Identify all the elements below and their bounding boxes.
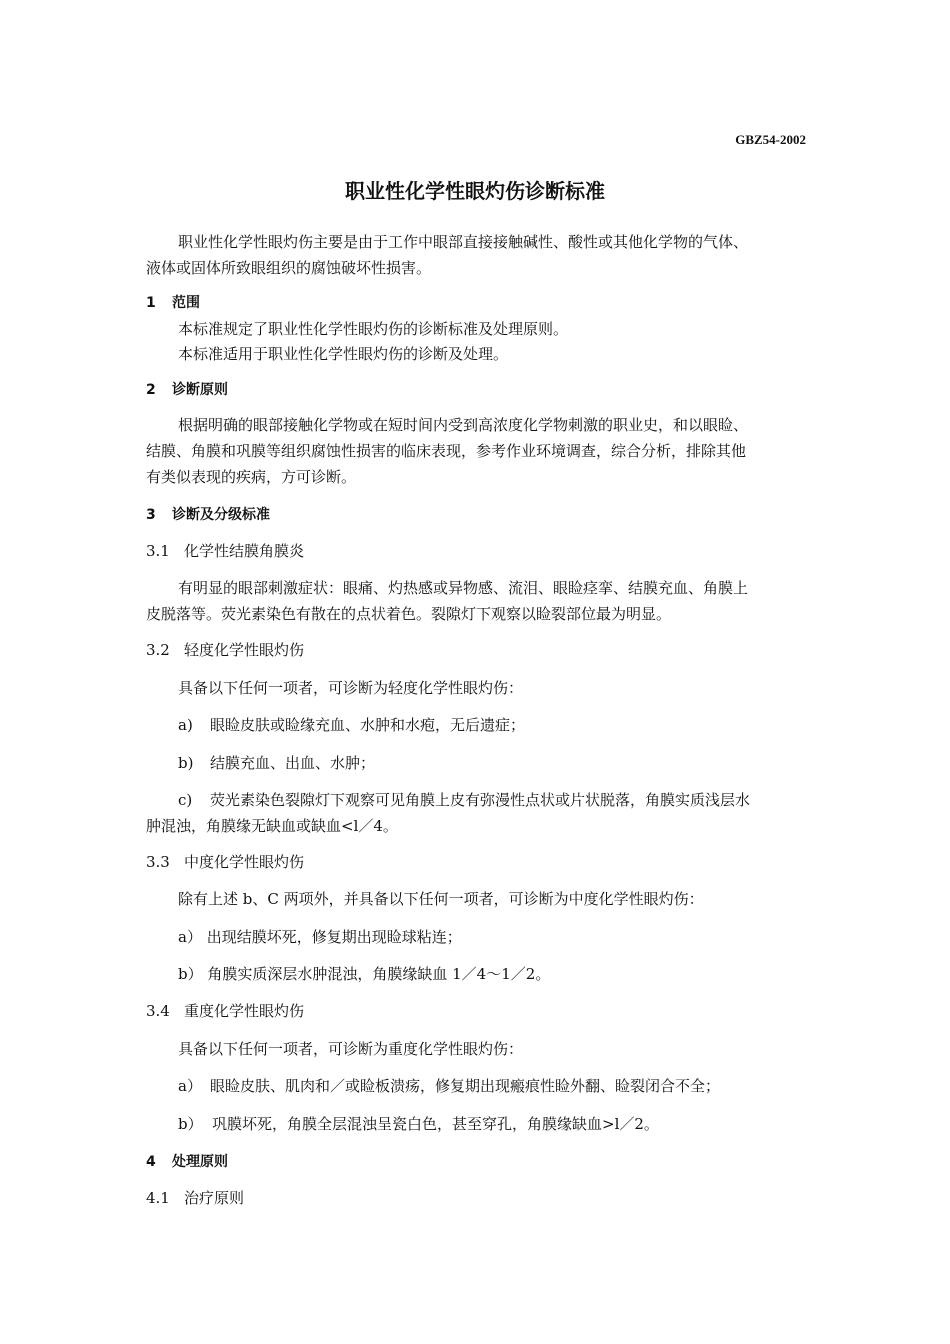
list-marker: b） <box>178 1115 203 1133</box>
section-3-1-line-1: 有明显的眼部刺激症状：眼痛、灼热感或异物感、流泪、眼睑痉挛、结膜充血、角膜上 <box>178 579 749 597</box>
section-3-4-heading <box>146 1001 304 1021</box>
section-number: 4 <box>146 1154 156 1170</box>
section-3-3-lead: 除有上述 b、C 两项外，并具备以下任何一项者，可诊断为中度化学性眼灼伤： <box>178 890 704 908</box>
document-title: 职业性化学性眼灼伤诊断标准 <box>345 179 605 203</box>
section-title: 处理原则 <box>172 1154 228 1170</box>
section-3-4-item-b <box>178 1114 659 1134</box>
subsection-title: 重度化学性眼灼伤 <box>184 1002 305 1020</box>
subsection-number: 3.3 <box>146 853 170 871</box>
section-1-paragraph-2: 本标准适用于职业性化学性眼灼伤的诊断及处理。 <box>178 345 509 363</box>
intro-line-2: 液体或固体所致眼组织的腐蚀破坏性损害。 <box>146 259 432 277</box>
section-2-line-1: 根据明确的眼部接触化学物或在短时间内受到高浓度化学物刺激的职业史，和以眼睑、 <box>178 416 749 434</box>
section-3-3-heading <box>146 852 304 872</box>
section-3-4-lead: 具备以下任何一项者，可诊断为重度化学性眼灼伤： <box>178 1040 524 1058</box>
list-text: 眼睑皮肤或睑缘充血、水肿和水疱，无后遗症； <box>210 716 526 734</box>
section-number: 1 <box>146 295 156 311</box>
subsection-number: 3.4 <box>146 1002 170 1020</box>
section-3-2-item-b <box>178 753 375 773</box>
subsection-number: 3.2 <box>146 641 170 659</box>
section-3-1-line-2: 皮脱落等。荧光素染色有散在的点状着色。裂隙灯下观察以睑裂部位最为明显。 <box>146 605 672 623</box>
subsection-title: 化学性结膜角膜炎 <box>184 542 305 560</box>
section-3-2-item-a <box>178 715 525 735</box>
section-2-heading <box>146 380 228 400</box>
subsection-title: 治疗原则 <box>184 1189 245 1207</box>
list-marker: a） <box>178 1077 202 1095</box>
section-2-line-2: 结膜、角膜和巩膜等组织腐蚀性损害的临床表现，参考作业环境调查，综合分析，排除其他 <box>146 442 747 460</box>
section-title: 诊断原则 <box>172 382 228 398</box>
list-text: 结膜充血、出血、水肿； <box>210 754 376 772</box>
section-3-3-item-a: a） 出现结膜坏死，修复期出现睑球粘连； <box>178 928 462 946</box>
section-title: 范围 <box>172 295 200 311</box>
list-text: 巩膜坏死，角膜全层混浊呈瓷白色，甚至穿孔，角膜缘缺血>l／2。 <box>212 1115 659 1133</box>
section-3-1-heading <box>146 541 304 561</box>
list-marker: c) <box>178 791 193 809</box>
section-4-heading <box>146 1152 228 1172</box>
list-marker: b) <box>178 754 194 772</box>
list-marker: a) <box>178 716 193 734</box>
intro-line-1: 职业性化学性眼灼伤主要是由于工作中眼部直接接触碱性、酸性或其他化学物的气体、 <box>178 233 749 251</box>
section-number: 3 <box>146 507 156 523</box>
section-1-heading <box>146 293 200 313</box>
section-3-2-item-c-line-2: 肿混浊，角膜缘无缺血或缺血<l／4。 <box>146 817 398 835</box>
subsection-number: 4.1 <box>146 1189 170 1207</box>
subsection-title: 轻度化学性眼灼伤 <box>184 641 305 659</box>
section-number: 2 <box>146 382 156 398</box>
section-3-3-item-b: b） 角膜实质深层水肿混浊，角膜缘缺血 1／4～1／2。 <box>178 965 551 983</box>
section-2-line-3: 有类似表现的疾病，方可诊断。 <box>146 468 357 486</box>
subsection-number: 3.1 <box>146 542 170 560</box>
section-title: 诊断及分级标准 <box>172 507 270 523</box>
section-3-heading <box>146 505 270 525</box>
subsection-title: 中度化学性眼灼伤 <box>184 853 305 871</box>
section-3-2-item-c-line-1 <box>178 790 750 810</box>
standard-number: GBZ54-2002 <box>735 132 806 147</box>
section-3-2-heading <box>146 640 304 660</box>
section-4-1-heading <box>146 1188 244 1208</box>
list-text: 眼睑皮肤、肌肉和／或睑板溃疡，修复期出现瘢痕性睑外翻、睑裂闭合不全； <box>210 1077 721 1095</box>
list-text: 荧光素染色裂隙灯下观察可见角膜上皮有弥漫性点状或片状脱落，角膜实质浅层水 <box>210 791 751 809</box>
section-3-2-lead: 具备以下任何一项者，可诊断为轻度化学性眼灼伤： <box>178 679 524 697</box>
section-3-4-item-a <box>178 1076 720 1096</box>
section-1-paragraph-1: 本标准规定了职业性化学性眼灼伤的诊断标准及处理原则。 <box>178 320 569 338</box>
